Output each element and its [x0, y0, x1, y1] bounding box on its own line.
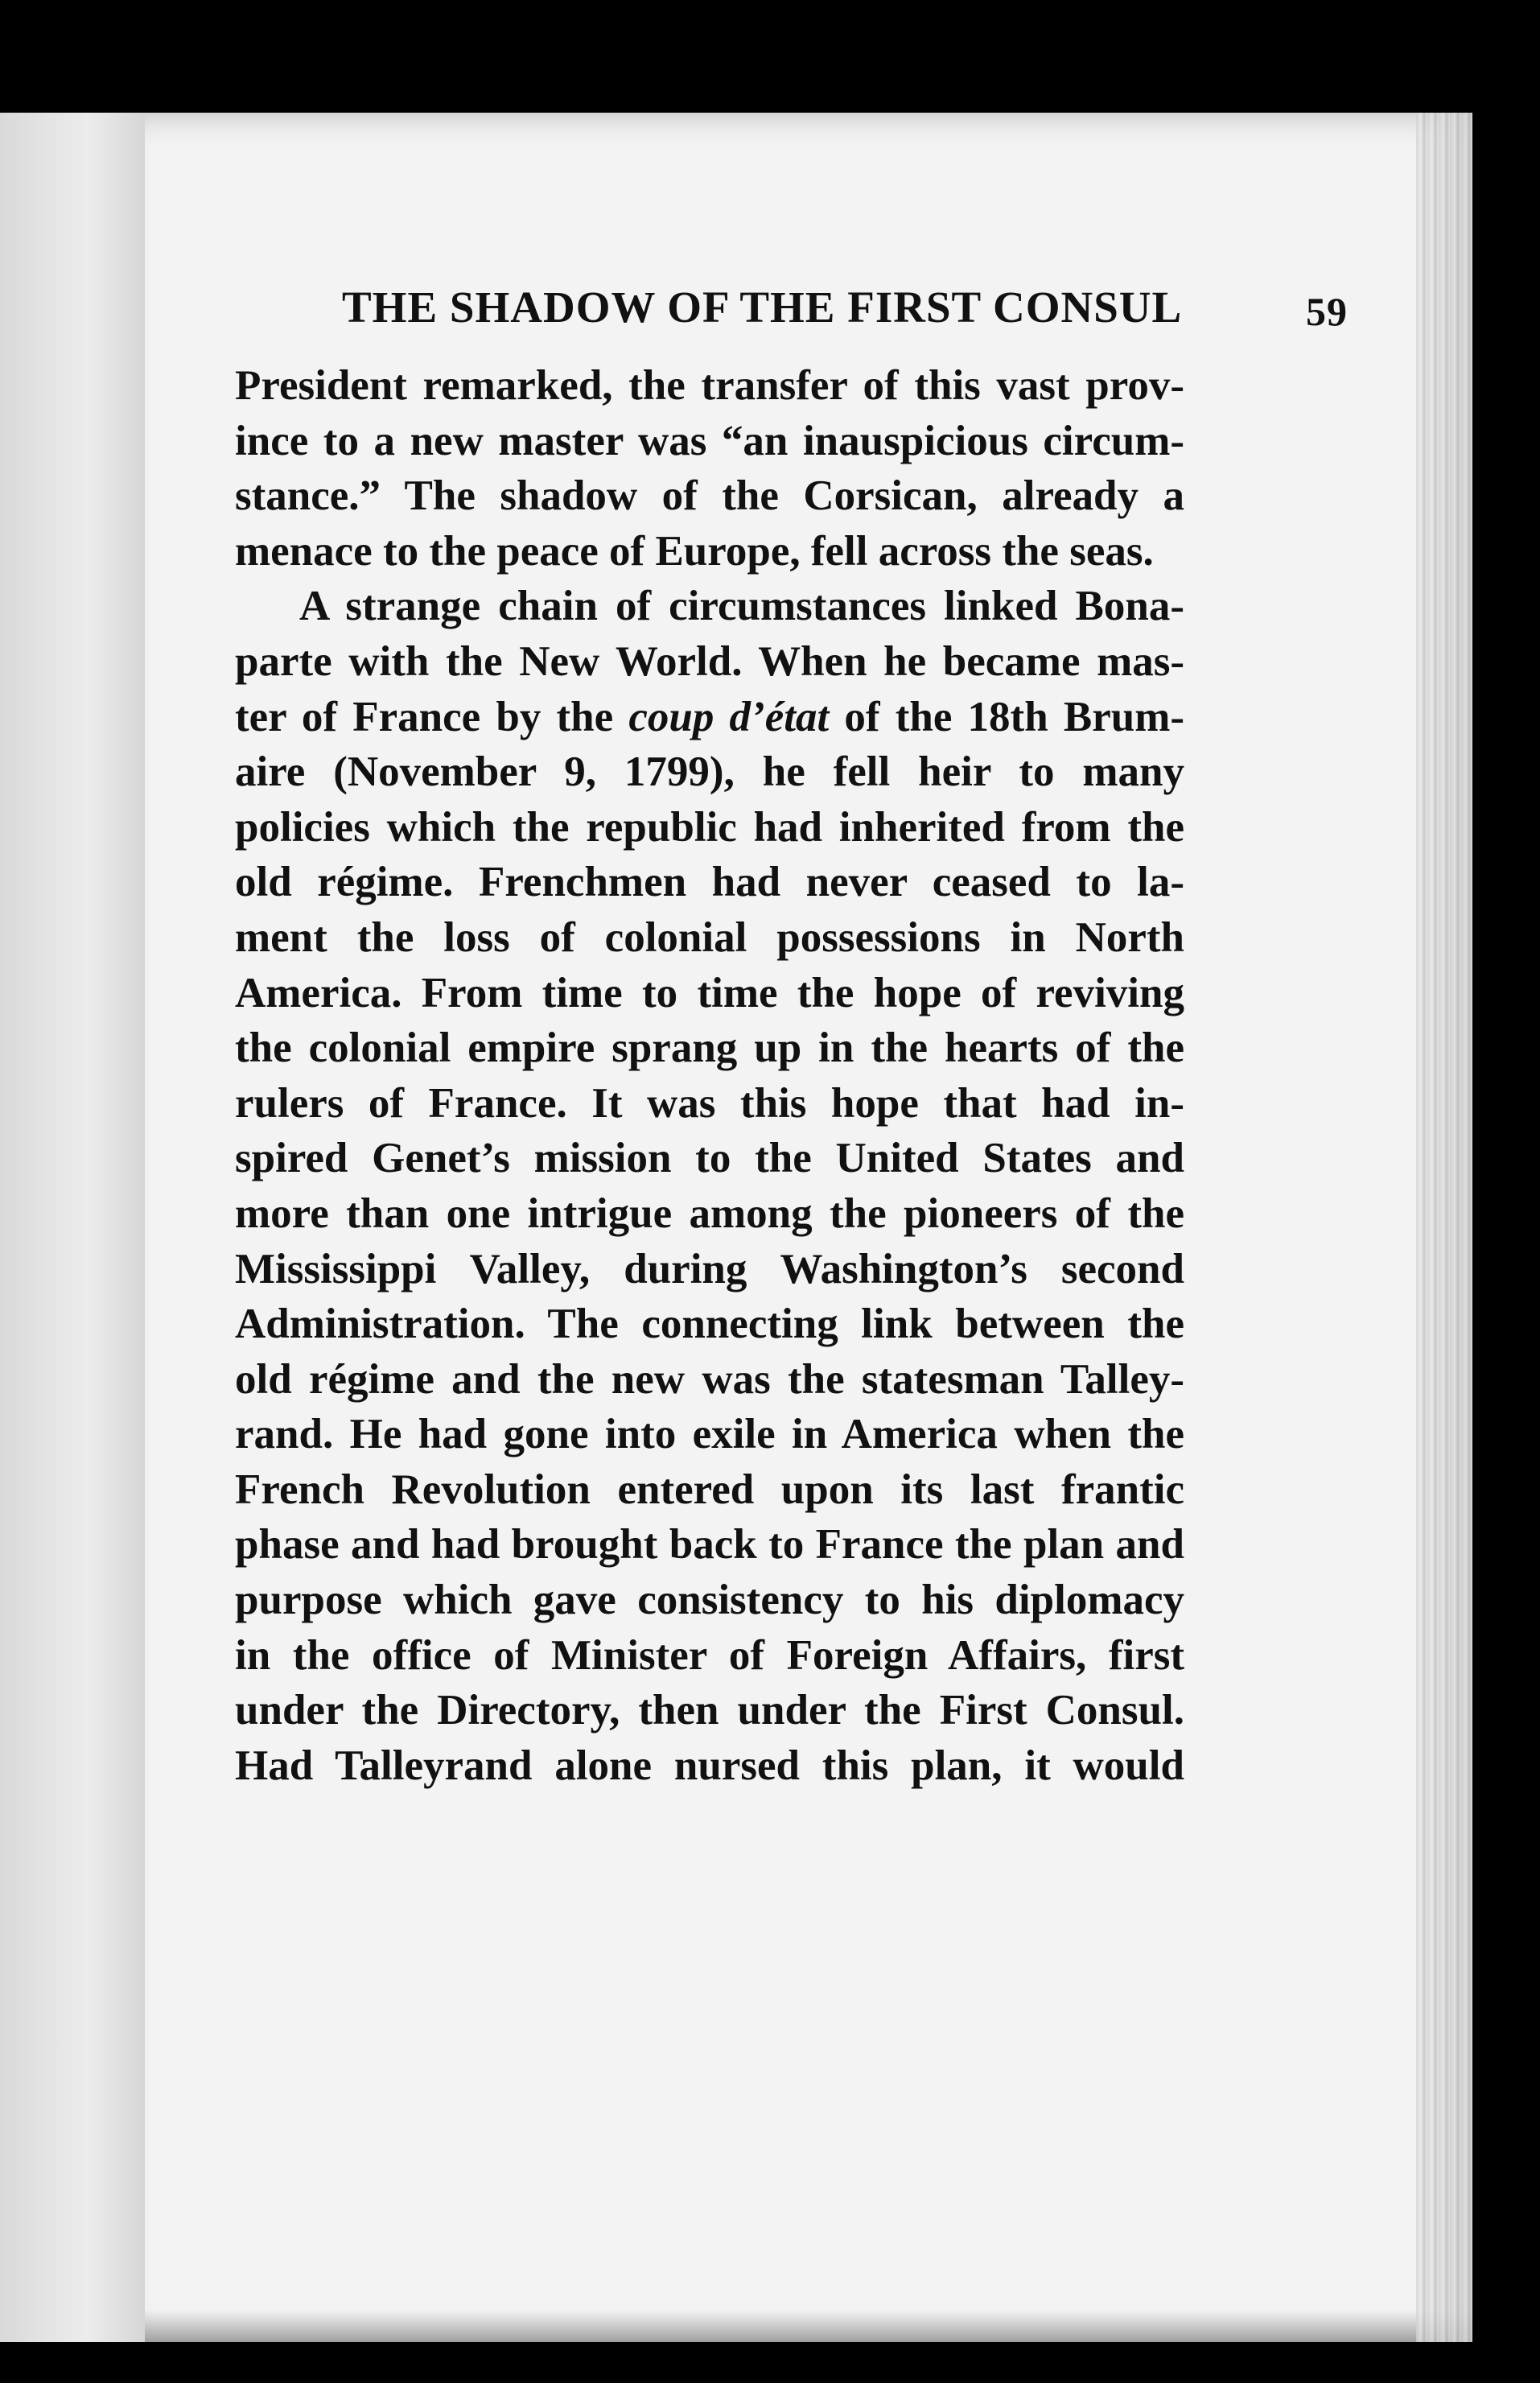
facing-page-edge	[0, 113, 145, 2342]
text-line: spired Genet’s mission to the United States and	[235, 1135, 1184, 1182]
text-line: ince to a new master was “an inauspicious circum-	[235, 417, 1184, 464]
book-page	[145, 113, 1472, 2342]
text-line: parte with the New World. When he became mas-	[235, 637, 1184, 685]
italic-phrase: coup d’état	[628, 693, 830, 740]
text-line: Mississippi Valley, during Washington’s second	[235, 1245, 1184, 1293]
text-line: French Revolution entered upon its last frantic	[235, 1466, 1184, 1513]
text-line: menace to the peace of Europe, fell across the seas.	[235, 527, 1154, 575]
text-line: the colonial empire sprang up in the hearts of the	[235, 1025, 1184, 1072]
text-line: Had Talleyrand alone nursed this plan, it would	[235, 1742, 1184, 1789]
text-line: Administration. The connecting link between the	[235, 1301, 1184, 1348]
text-line-with-italic	[235, 690, 1184, 745]
text-line: rulers of France. It was this hope that had in-	[235, 1079, 1184, 1127]
body-text	[235, 358, 1184, 1793]
text-line: phase and had brought back to France the plan and	[235, 1521, 1184, 1569]
running-head-title: THE SHADOW OF THE FIRST CONSUL	[342, 282, 1183, 332]
text-line: A strange chain of circumstances linked Bona-	[299, 583, 1184, 630]
text-line: old régime and the new was the statesman Talley-	[235, 1355, 1184, 1403]
text-line: rand. He had gone into exile in America when the	[235, 1411, 1184, 1458]
text-line: purpose which gave consistency to his diplomacy	[235, 1577, 1184, 1624]
text-line: old régime. Frenchmen had never ceased to la-	[235, 859, 1184, 906]
text-line: under the Directory, then under the First Consul.	[235, 1687, 1184, 1734]
text-line: America. From time to time the hope of reviving	[235, 969, 1184, 1016]
text-line: more than one intrigue among the pioneers of the	[235, 1189, 1184, 1237]
page-number: 59	[1306, 289, 1348, 334]
text-line: in the office of Minister of Foreign Affairs, first	[235, 1631, 1184, 1679]
text-line: ment the loss of colonial possessions in North	[235, 913, 1184, 961]
text-line: policies which the republic had inherited from the	[235, 803, 1184, 851]
text-fragment: ter of France by the	[235, 693, 629, 740]
text-line: aire (November 9, 1799), he fell heir to many	[235, 748, 1184, 796]
text-fragment: of the 18th Brum-	[829, 693, 1185, 740]
running-header	[342, 282, 1348, 334]
text-line: President remarked, the transfer of this vast prov-	[235, 362, 1184, 409]
text-line: stance.” The shadow of the Corsican, already a	[235, 472, 1184, 520]
